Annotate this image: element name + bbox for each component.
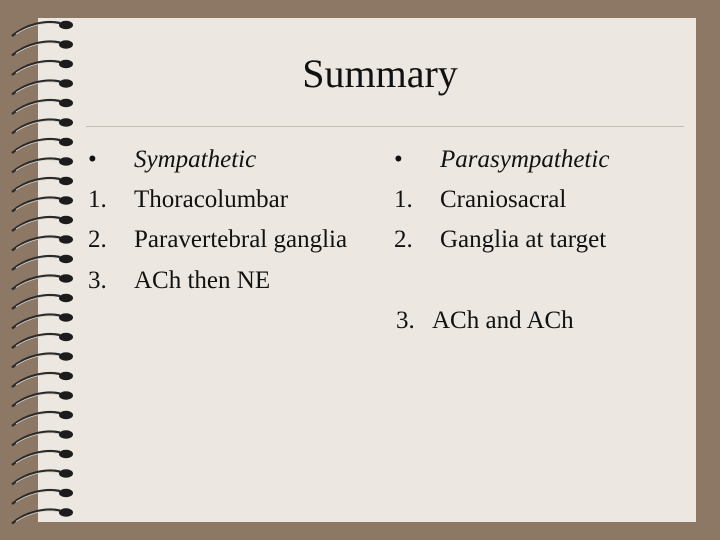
title-divider — [86, 126, 684, 127]
spiral-ring — [12, 256, 60, 270]
right-item-3-text: ACh and ACh — [432, 307, 574, 334]
binding-hole — [59, 235, 73, 243]
spiral-ring — [12, 354, 60, 368]
binding-hole — [59, 40, 73, 48]
spiral-ring — [12, 510, 60, 524]
spiral-ring — [12, 42, 60, 56]
binding-hole — [59, 216, 73, 224]
slide-title: Summary — [302, 51, 458, 96]
spiral-ring — [12, 61, 60, 75]
spiral-ring — [12, 451, 60, 465]
spiral-binding-icon — [0, 0, 80, 540]
left-item-1-num: 1. — [88, 186, 107, 213]
binding-hole — [59, 99, 73, 107]
spiral-ring — [12, 334, 60, 348]
spiral-ring — [12, 120, 60, 134]
right-header-bullet: • — [394, 146, 403, 173]
spiral-ring — [12, 22, 60, 36]
binding-hole — [59, 333, 73, 341]
binding-hole — [59, 79, 73, 87]
right-item-2-text: Ganglia at target — [440, 226, 607, 253]
spiral-ring — [12, 295, 60, 309]
binding-hole — [59, 313, 73, 321]
binding-hole — [59, 411, 73, 419]
spiral-ring — [12, 373, 60, 387]
right-item-3-num: 3. — [396, 307, 415, 334]
left-item-2-text: Paravertebral ganglia — [134, 226, 348, 253]
spiral-ring — [12, 178, 60, 192]
binding-hole — [59, 118, 73, 126]
left-item-2-num: 2. — [88, 226, 107, 253]
spiral-ring — [12, 100, 60, 114]
binding-hole — [59, 157, 73, 165]
right-item-1-num: 1. — [394, 186, 413, 213]
spiral-ring — [12, 81, 60, 95]
binding-hole — [59, 430, 73, 438]
binding-hole — [59, 255, 73, 263]
binding-hole — [59, 138, 73, 146]
binding-hole — [59, 391, 73, 399]
binding-hole — [59, 196, 73, 204]
right-item-1-text: Craniosacral — [440, 186, 567, 213]
binding-hole — [59, 489, 73, 497]
binding-hole — [59, 508, 73, 516]
left-item-1-text: Thoracolumbar — [134, 186, 289, 213]
binding-hole — [59, 274, 73, 282]
spiral-ring — [12, 217, 60, 231]
binding-hole — [59, 294, 73, 302]
left-item-3-text: ACh then NE — [134, 267, 271, 294]
spiral-ring — [12, 315, 60, 329]
spiral-ring — [12, 393, 60, 407]
binding-hole — [59, 21, 73, 29]
right-header: Parasympathetic — [440, 146, 610, 173]
spiral-ring — [12, 412, 60, 426]
binding-hole — [59, 177, 73, 185]
spiral-ring — [12, 198, 60, 212]
left-item-3-num: 3. — [88, 267, 107, 294]
binding-hole — [59, 352, 73, 360]
binding-hole — [59, 450, 73, 458]
spiral-ring — [12, 237, 60, 251]
spiral-ring — [12, 139, 60, 153]
binding-hole — [59, 60, 73, 68]
right-item-2-num: 2. — [394, 226, 413, 253]
spiral-ring — [12, 276, 60, 290]
spiral-ring — [12, 159, 60, 173]
left-header: Sympathetic — [134, 146, 257, 173]
spiral-ring — [12, 490, 60, 504]
spiral-ring — [12, 471, 60, 485]
binding-hole — [59, 469, 73, 477]
binding-hole — [59, 372, 73, 380]
left-header-bullet: • — [88, 146, 97, 173]
spiral-ring — [12, 432, 60, 446]
